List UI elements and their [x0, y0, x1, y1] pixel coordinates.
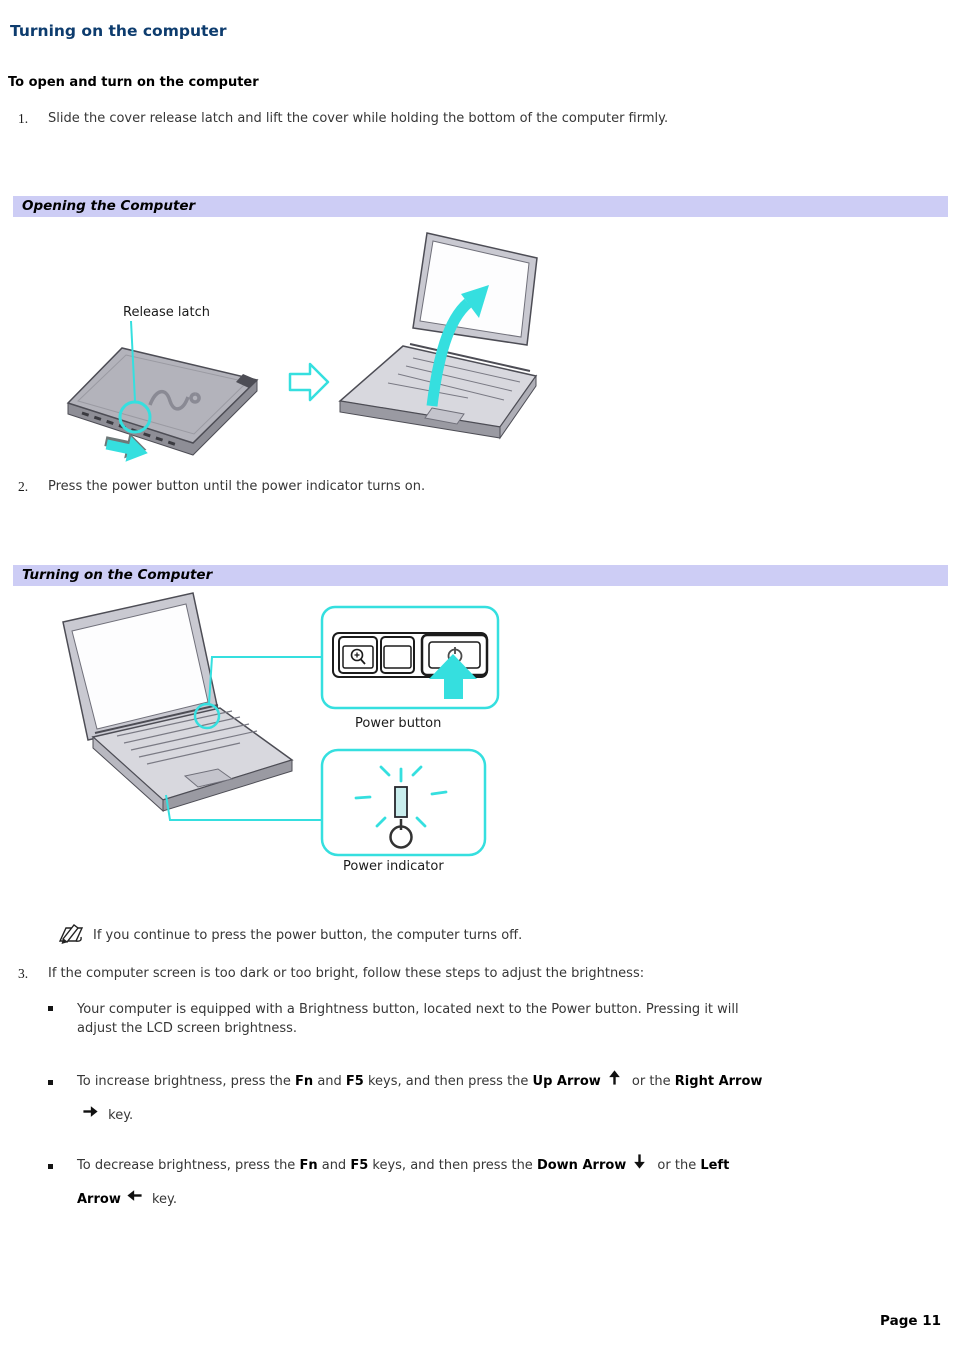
bullet-marker [48, 1080, 53, 1085]
up-arrow-icon [606, 1067, 623, 1088]
power-button-callout [322, 607, 498, 708]
bullet-brightness-button [48, 1000, 739, 1038]
text-run: and [313, 1074, 346, 1089]
text-run: key. [104, 1108, 134, 1123]
down-arrow-icon [631, 1151, 648, 1172]
page-number: Page 11 [880, 1313, 941, 1329]
power-indicator-label: Power indicator [343, 859, 444, 874]
text-run: and [317, 1158, 351, 1173]
step-text: Press the power button until the power indicator turns on. [48, 479, 426, 494]
text-run: or the [653, 1158, 701, 1173]
page-title: Turning on the computer [10, 22, 227, 40]
bullet-marker [48, 1006, 53, 1011]
indicator-lamp [395, 787, 407, 817]
step-number: 2. [18, 479, 29, 494]
key-name: Fn [295, 1074, 314, 1089]
key-name: F5 [345, 1074, 364, 1089]
right-arrow-icon [82, 1101, 99, 1122]
key-name: Arrow [77, 1192, 121, 1207]
text-run: adjust the LCD screen brightness. [77, 1021, 298, 1036]
bullet-text [77, 1002, 739, 1036]
bullet-text [77, 1158, 729, 1207]
text-run: To decrease brightness, press the [77, 1158, 300, 1173]
power-button-callout-line [209, 657, 321, 704]
pencil-note-icon [55, 920, 85, 947]
open-laptop-drawing [63, 593, 292, 811]
text-run: or the [627, 1074, 675, 1089]
left-arrow-icon [126, 1185, 143, 1206]
figure-turning-on-computer [0, 590, 954, 880]
step-text: If the computer screen is too dark or too bright, follow these steps to adjust the brightness: [48, 966, 645, 981]
step-number: 3. [18, 966, 29, 981]
figure-caption: Turning on the Computer [22, 567, 213, 583]
figure-caption-bar-turning-on [13, 565, 948, 586]
text-run: To increase brightness, press the [77, 1074, 296, 1089]
bullet-decrease-brightness [48, 1149, 729, 1217]
note-text: If you continue to press the power button, the computer turns off. [93, 928, 523, 943]
section-subtitle: To open and turn on the computer [8, 75, 259, 90]
key-name: Up Arrow [532, 1074, 601, 1089]
text-run: keys, and then press the [363, 1074, 533, 1089]
open-laptop-drawing [340, 233, 537, 438]
figure-opening-computer [0, 228, 954, 470]
text-run: Your computer is equipped with a Brightness button, located next to the Power button. Pressing it will [77, 1002, 739, 1017]
power-indicator-callout [322, 750, 485, 855]
text-run: key. [147, 1192, 177, 1207]
key-name: Down Arrow [536, 1158, 627, 1173]
power-button-label: Power button [355, 716, 442, 731]
key-name: Fn [299, 1158, 318, 1173]
opening-computer-illustration [0, 228, 954, 470]
step-text: Slide the cover release latch and lift the cover while holding the bottom of the computer firmly. [48, 111, 669, 126]
text-run: keys, and then press the [368, 1158, 537, 1173]
bullet-text [77, 1074, 762, 1123]
bullet-increase-brightness [48, 1065, 762, 1133]
next-step-arrow [290, 364, 328, 400]
figure-caption: Opening the Computer [22, 198, 196, 214]
key-name: F5 [350, 1158, 369, 1173]
release-latch-label: Release latch [123, 305, 210, 320]
bullet-marker [48, 1164, 53, 1169]
figure-caption-bar-opening [13, 196, 948, 217]
step-number: 1. [18, 111, 29, 126]
closed-laptop-drawing [68, 348, 257, 455]
key-name: Left [700, 1158, 730, 1173]
key-name: Right Arrow [674, 1074, 763, 1089]
note [55, 920, 523, 947]
turning-on-illustration [0, 590, 954, 880]
